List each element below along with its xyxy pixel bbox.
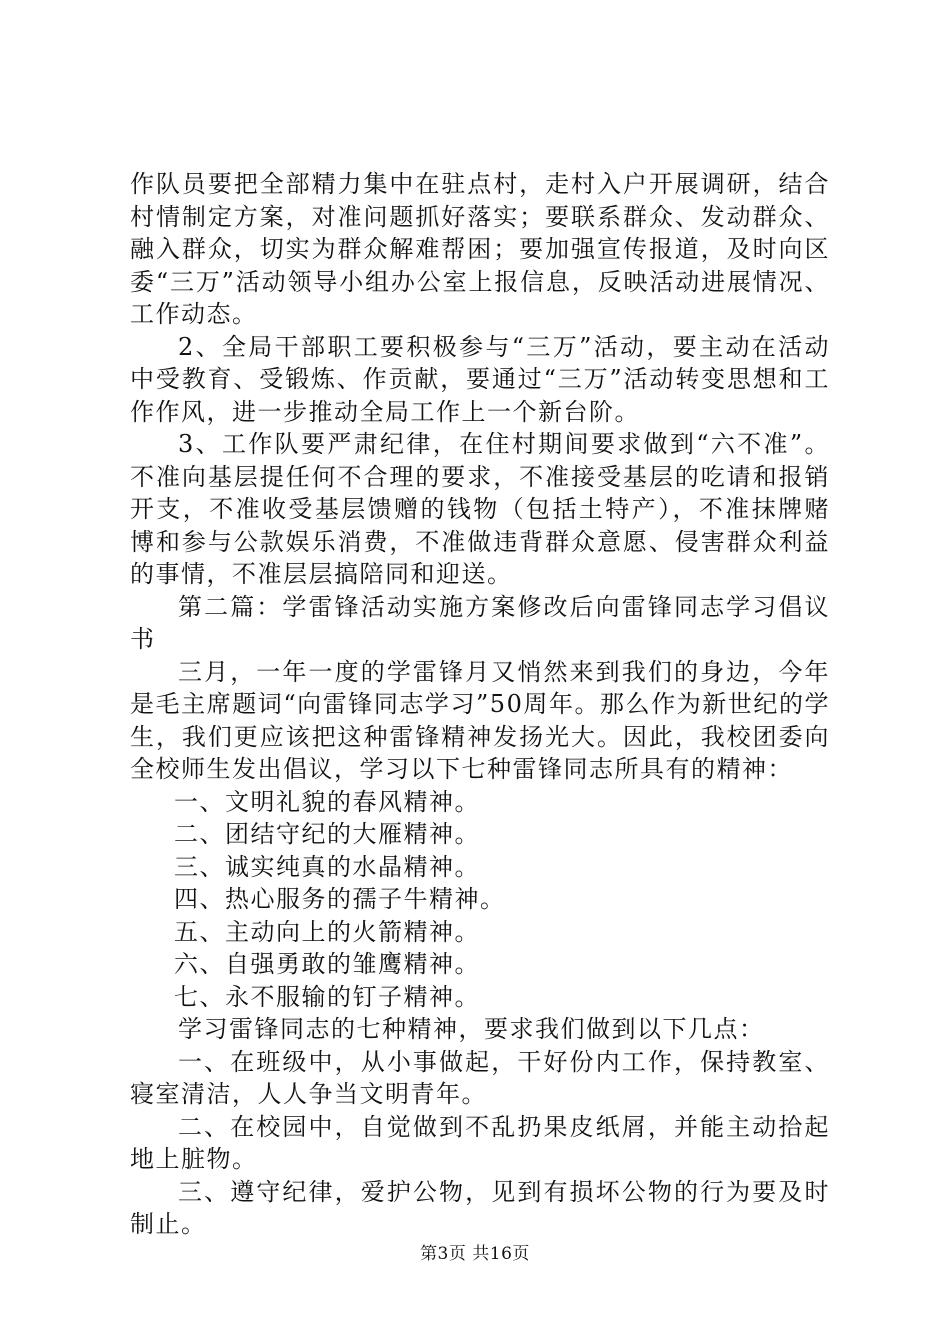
page-number-label: 第3页 共16页 bbox=[420, 1244, 530, 1264]
spirit-item-7: 七、永不服输的钉子精神。 bbox=[174, 982, 480, 1011]
paragraph-3: 3、工作队要严肃纪律，在住村期间要求做到“六不准”。不准向基层提任何不合理的要求，不准接受基层的吃请和报销开支，不准收受基层馈赠的钱物（包括土特产），不准抹牌赌博和参与公款娱乐消费，不准做违背群众意愿、侵害群众利益的事情，不准层层搞陪同和迎送。 bbox=[130, 430, 830, 588]
spirit-item-6: 六、自强勇敢的雏鹰精神。 bbox=[174, 950, 480, 978]
requirement-item-2: 二、在校园中，自觉做到不乱扔果皮纸屑，并能主动拾起地上脏物。 bbox=[130, 1112, 830, 1173]
requirements-intro: 学习雷锋同志的七种精神，要求我们做到以下几点： bbox=[178, 1015, 765, 1043]
section-heading: 第二篇：学雷锋活动实施方案修改后向雷锋同志学习倡议书 bbox=[130, 592, 830, 653]
spirit-item-3: 三、诚实纯真的水晶精神。 bbox=[174, 852, 480, 881]
paragraph-1: 作队员要把全部精力集中在驻点村，走村入户开展调研，结合村情制定方案，对准问题抓好落实；要联系群众、发动群众、融入群众，切实为群众解难帮困；要加强宣传报道，及时向区委“三万”活动领导小组办公室上报信息，反映活动进展情况、工作动态。 bbox=[130, 170, 830, 328]
spirit-item-4: 四、热心服务的孺子牛精神。 bbox=[174, 885, 506, 913]
page-footer bbox=[0, 1242, 950, 1266]
document-body bbox=[130, 168, 830, 1241]
spirit-item-1: 一、文明礼貌的春风精神。 bbox=[174, 787, 480, 816]
requirement-item-3: 三、遵守纪律，爱护公物，见到有损坏公物的行为要及时制止。 bbox=[130, 1177, 830, 1238]
paragraph-2: 2、全局干部职工要积极参与“三万”活动，要主动在活动中受教育、受锻炼、作贡献，要通过“三万”活动转变思想和工作作风，进一步推动全局工作上一个新台阶。 bbox=[130, 332, 830, 426]
spirit-item-5: 五、主动向上的火箭精神。 bbox=[174, 917, 480, 946]
paragraph-intro: 三月，一年一度的学雷锋月又悄然来到我们的身边，今年是毛主席题词“向雷锋同志学习”50周年。那么作为新世纪的学生，我们更应该把这种雷锋精神发扬光大。因此，我校团委向全校师生发出倡议，学习以下七种雷锋同志所具有的精神： bbox=[130, 657, 830, 783]
requirement-item-1: 一、在班级中，从小事做起，干好份内工作，保持教室、寝室清洁，人人争当文明青年。 bbox=[130, 1047, 830, 1108]
spirit-item-2: 二、团结守纪的大雁精神。 bbox=[174, 820, 480, 848]
